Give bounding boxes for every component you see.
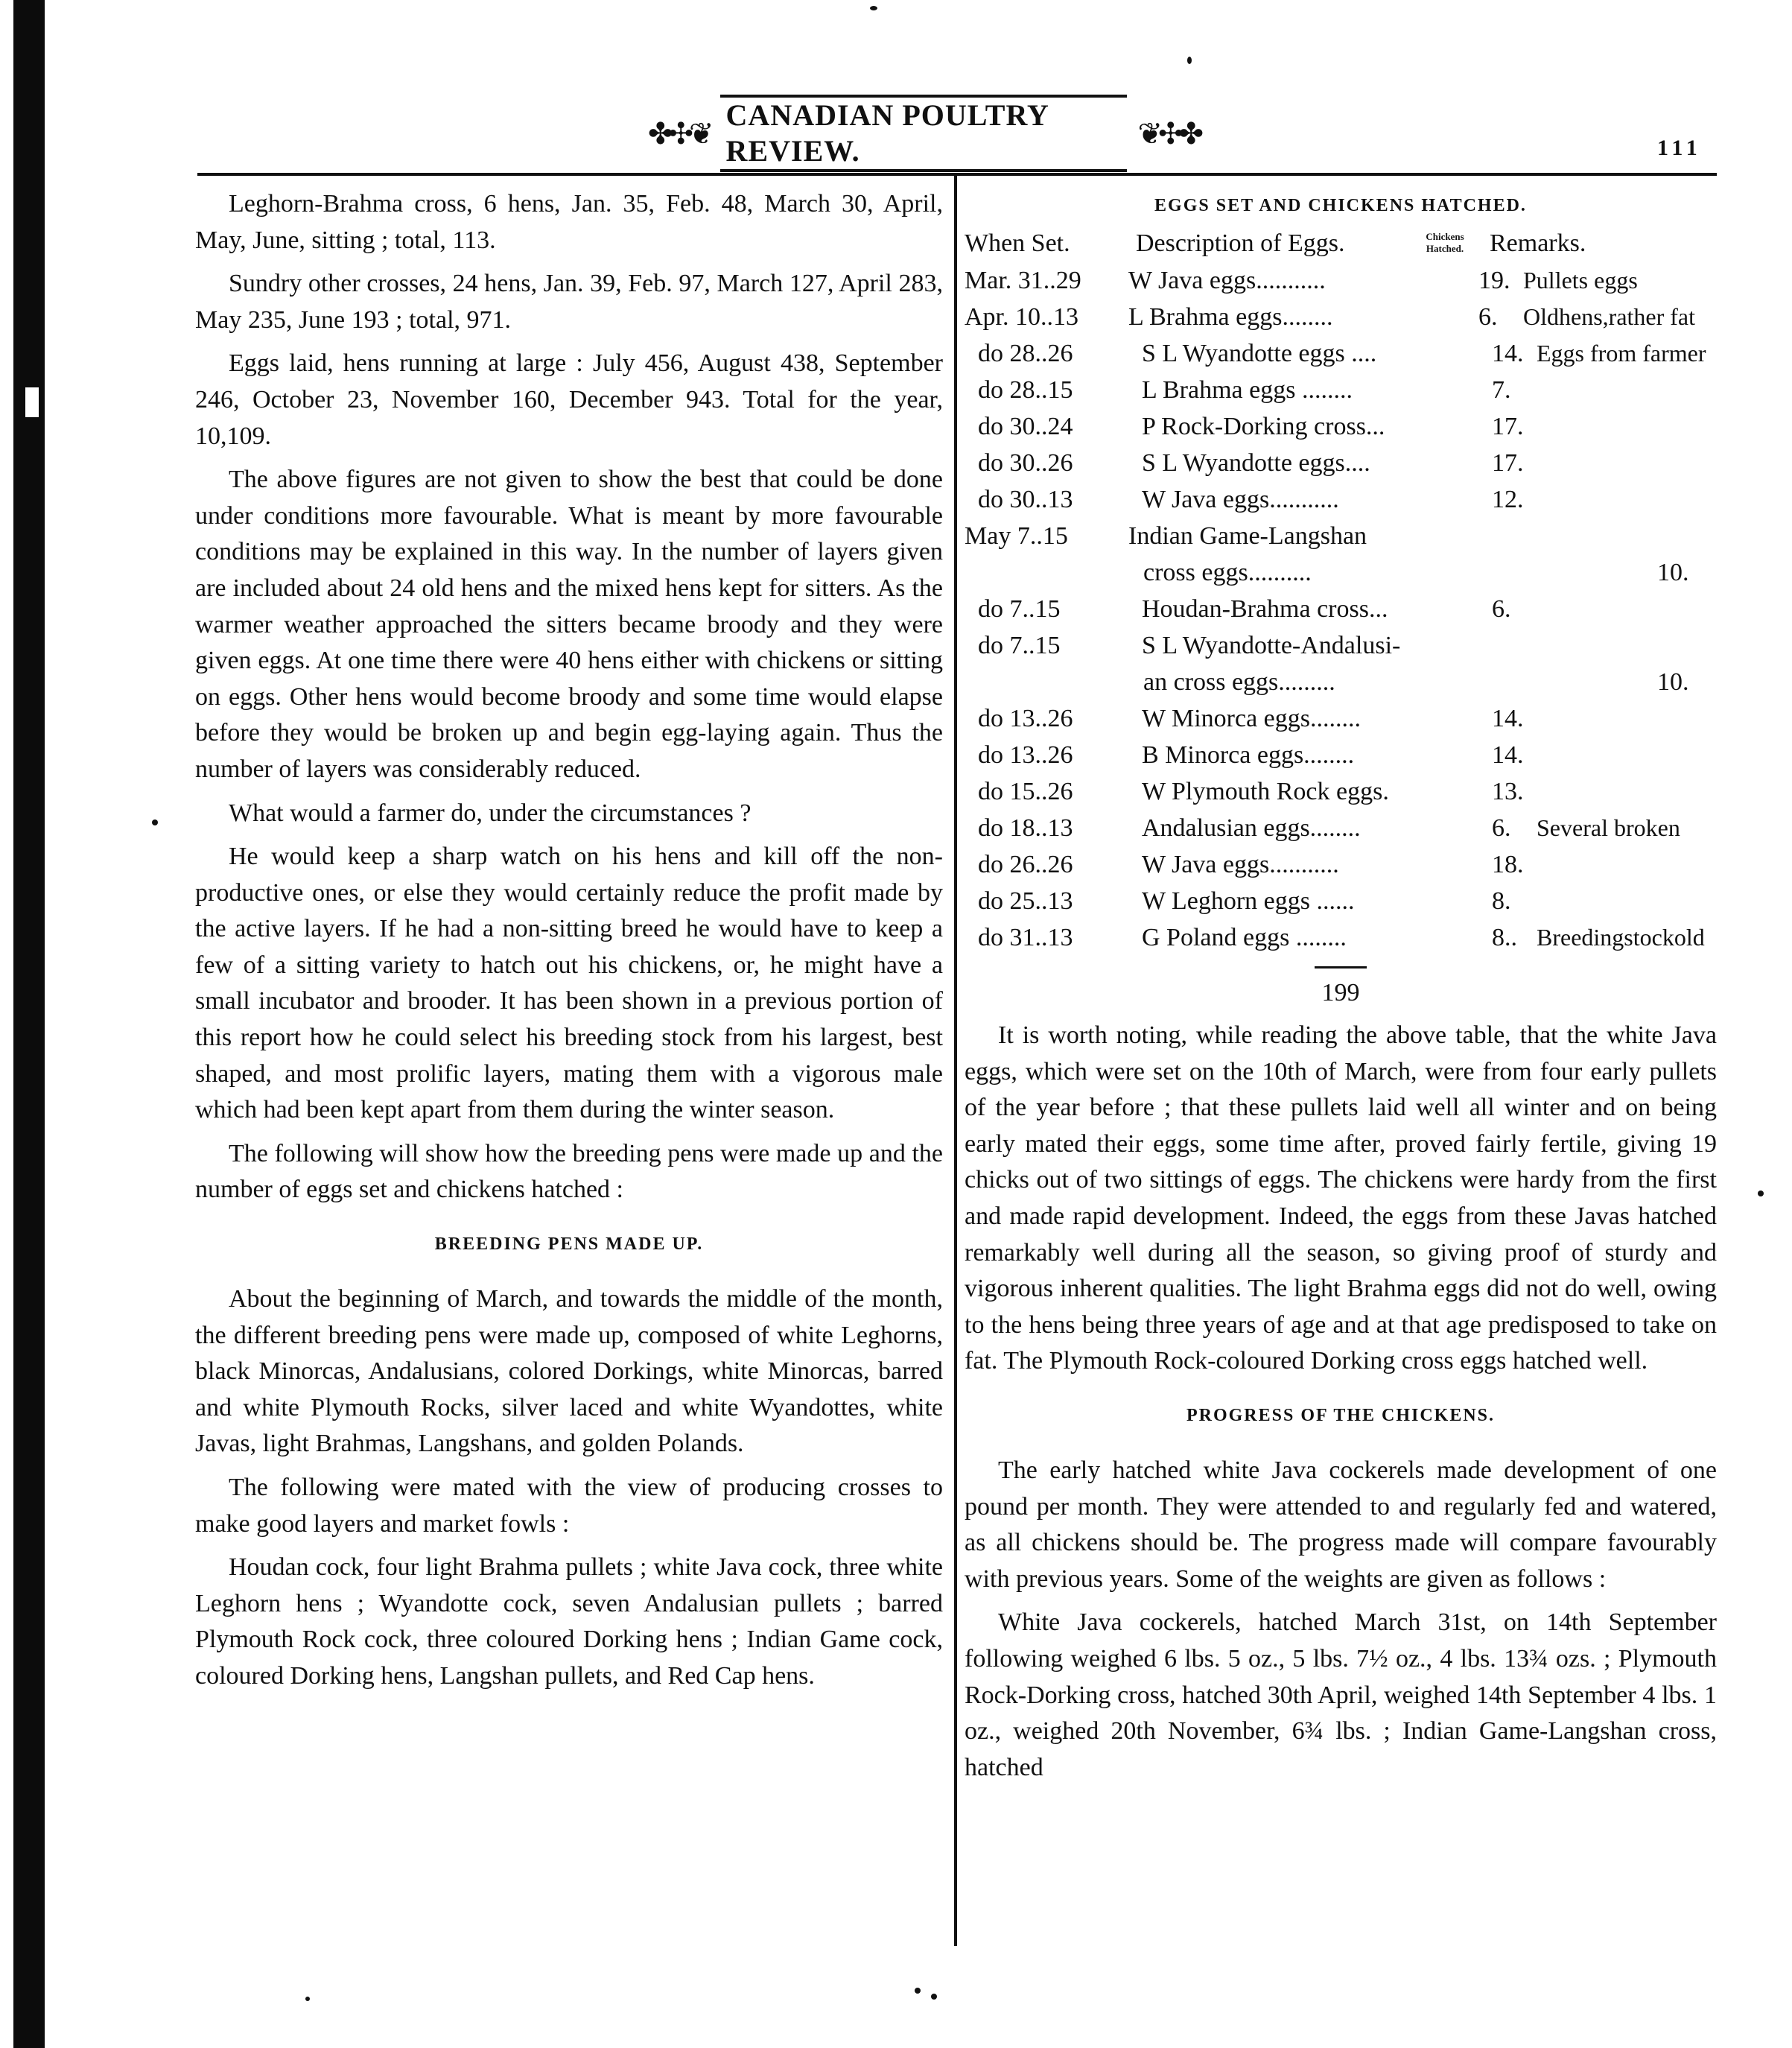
cell-description: S L Wyandotte eggs.... <box>1142 449 1370 477</box>
cell-remarks <box>1537 773 1717 810</box>
table-row-continuation <box>965 554 1717 591</box>
cell-description: cross eggs.......... <box>1143 559 1312 586</box>
cell-remarks <box>1537 445 1717 481</box>
scan-speck <box>305 1997 310 2001</box>
paragraph: The following were mated with the view of producing crosses to make good layers and market fowls : <box>195 1474 943 1538</box>
header-chickens: Chickens Hatched. <box>1426 231 1464 254</box>
cell-description: W Plymouth Rock eggs. <box>1142 778 1389 805</box>
cell-when: do 30..13 <box>978 486 1073 513</box>
paragraph: The above figures are not given to show the best that could be done under conditions more favourable. What is meant by more favourable conditions may be explained in this way. In the number of layers given are included about 24 old hens and the mixed hens kept for sitters. As the warmer weather approached the sitters became broody and they were given eggs. At one time there were 40 hens either with chickens or sitting on eggs. Other hens would become broody and some time would elapse before they would be broken up and begin egg-laying again. Thus the number of layers was considerably reduced. <box>195 466 943 783</box>
cell-chickens: 12. <box>1492 486 1524 513</box>
paragraph: White Java cockerels, hatched March 31st, on 14th September following weighed 6 lbs. 5 oz., 5 lbs. 7½ oz., 4 lbs. 13¾ ozs. ; Plymouth Rock-Dorking cross, hatched 30th April, weighed 14th September 4 lbs. 1 oz., weighed 20th November, 6¾ lbs. ; Indian Game-Langshan cross, hatched <box>965 1608 1717 1781</box>
header-description: Description of Eggs. <box>1136 229 1345 257</box>
cell-remarks <box>1537 408 1717 445</box>
cell-when: do 30..26 <box>978 449 1073 477</box>
cell-when: do 7..15 <box>978 595 1061 623</box>
right-column <box>965 186 1717 1786</box>
cell-when: do 7..15 <box>978 632 1061 659</box>
table-row <box>965 883 1717 919</box>
header-rule <box>197 173 1717 176</box>
cell-remarks: Oldhens,rather fat <box>1523 303 1696 330</box>
paragraph: He would keep a sharp watch on his hens and kill off the non-productive ones, or else they would certainly reduce the profit made by the active layers. If he had a non-sitting breed he would have to keep a few of a sitting variety to hatch out his chickens, or, he might have a small incubator and brooder. It has been shown in a previous portion of this report how he could select his breeding stock from his largest, best shaped, and most prolific layers, mating them with a vigorous male which had been kept apart from them during the winter season. <box>195 843 943 1124</box>
cell-chickens: 14. <box>1492 705 1524 732</box>
table-title: EGGS SET AND CHICKENS HATCHED. <box>1154 196 1527 215</box>
cell-description: G Poland eggs ........ <box>1142 924 1347 951</box>
table-row <box>965 591 1717 627</box>
cell-chickens <box>1492 627 1537 664</box>
cell-when: do 31..13 <box>978 924 1073 951</box>
cell-remarks: Breedingstockold <box>1537 924 1705 951</box>
cell-description: W Leghorn eggs ...... <box>1142 887 1355 915</box>
paragraph: About the beginning of March, and towards the middle of the month, the different breeding pens were made up, composed of white Leghorns, black Minorcas, Andalusians, colored Dorkings, white Minorcas, barred and white Plymouth Rocks, silver laced and white Wyandottes, white Javas, light Brahmas, Langshans, and golden Polands. <box>195 1285 943 1458</box>
cell-chickens <box>1478 518 1523 554</box>
table-row <box>965 481 1717 518</box>
table-row <box>965 773 1717 810</box>
cell-description: W Java eggs........... <box>1142 486 1339 513</box>
cell-remarks <box>1537 700 1717 737</box>
table-row <box>965 445 1717 481</box>
cell-when: May 7..15 <box>965 522 1068 550</box>
cell-when: do 28..15 <box>978 376 1073 404</box>
table-body <box>965 262 1717 956</box>
cell-when: do 18..13 <box>978 814 1073 842</box>
cell-remarks <box>1523 518 1717 554</box>
cell-when: do 30..24 <box>978 413 1073 440</box>
cell-when: do 26..26 <box>978 851 1073 878</box>
column-rule <box>954 173 957 1946</box>
page-number: 111 <box>1657 136 1702 160</box>
cell-when: Apr. 10..13 <box>965 303 1078 331</box>
header-remarks: Remarks. <box>1490 229 1586 257</box>
paragraph: Houdan cock, four light Brahma pullets ; white Java cock, three white Leghorn hens ; Wyandotte cock, seven Andalusian pullets ; barred Plymouth Rock cock, three coloured Dorking hens ; Indian Game cock, coloured Dorking hens, Langshan pullets, and Red Cap hens. <box>195 1553 943 1690</box>
cell-description: S L Wyandotte-Andalusi- <box>1142 632 1401 659</box>
cell-description: Houdan-Brahma cross... <box>1142 595 1388 623</box>
paragraph: The following will show how the breeding pens were made up and the number of eggs set and chickens hatched : <box>195 1139 943 1204</box>
masthead <box>648 98 1199 168</box>
cell-chickens: 17. <box>1492 449 1524 477</box>
cell-chickens: 8. <box>1492 887 1511 915</box>
table-row <box>965 335 1717 372</box>
cell-remarks: Pullets eggs <box>1523 267 1638 294</box>
table-row <box>965 846 1717 883</box>
cell-chickens: 6. <box>1478 303 1498 331</box>
cell-chickens: 8.. <box>1492 924 1517 951</box>
table-row <box>965 919 1717 956</box>
table-row <box>965 627 1717 664</box>
cell-chickens: 10. <box>1657 668 1689 696</box>
cell-remarks <box>1537 846 1717 883</box>
paragraph: It is worth noting, while reading the above table, that the white Java eggs, which were set on the 10th of March, were from four early pullets of the year before ; that these pullets laid well all winter and on being early mated their eggs, some time after, proved fairly fertile, giving 19 chicks out of two sittings of eggs. The chickens were hardy from the first and made rapid development. Indeed, the eggs from these Javas hatched remarkably well during all the season, so giving proof of sturdy and vigorous inherent qualities. The light Brahma eggs did not do well, owing to the hens being three years of age and at that age predisposed to take on fat. The Plymouth Rock-coloured Dorking cross eggs hatched well. <box>965 1021 1717 1375</box>
cell-chickens: 7. <box>1492 376 1511 404</box>
cell-when: do 13..26 <box>978 705 1073 732</box>
table-total: 199 <box>1321 979 1360 1006</box>
cell-chickens: 13. <box>1492 778 1524 805</box>
scan-speck <box>1758 1191 1764 1196</box>
cell-chickens: 6. <box>1492 814 1511 842</box>
scan-speck <box>152 819 158 825</box>
cell-remarks <box>1537 627 1717 664</box>
right-ornament-icon: ❦✣✤ <box>1137 116 1199 150</box>
paragraph: The early hatched white Java cockerels made development of one pound per month. They were attended to and regularly fed and watered, as all chickens should be. The progress made will compare favourably with previous years. Some of the weights are given as follows : <box>965 1456 1717 1593</box>
table-row <box>965 700 1717 737</box>
paragraph: Eggs laid, hens running at large : July 456, August 438, September 246, October 23, November 160, December 943. Total for the year, 10,109. <box>195 349 943 450</box>
cell-remarks <box>1537 591 1717 627</box>
section-heading: BREEDING PENS MADE UP. <box>434 1234 704 1255</box>
cell-remarks <box>1537 481 1717 518</box>
cell-remarks <box>1537 883 1717 919</box>
cell-description: W Java eggs........... <box>1128 267 1326 294</box>
cell-description: P Rock-Dorking cross... <box>1142 413 1385 440</box>
cell-description: Andalusian eggs........ <box>1142 814 1361 842</box>
cell-description: W Minorca eggs........ <box>1142 705 1361 732</box>
total-rule <box>1315 966 1367 968</box>
table-row <box>965 810 1717 846</box>
cell-chickens: 17. <box>1492 413 1524 440</box>
masthead-title: CANADIAN POULTRY REVIEW. <box>720 95 1128 172</box>
scan-speck <box>931 1994 937 2000</box>
cell-when: do 13..26 <box>978 741 1073 769</box>
table-row-continuation <box>965 664 1717 700</box>
cell-chickens: 18. <box>1492 851 1524 878</box>
cell-when: do 28..26 <box>978 340 1073 367</box>
scan-speck <box>915 1988 921 1994</box>
paragraph: Leghorn-Brahma cross, 6 hens, Jan. 35, Feb. 48, March 30, April, May, June, sitting ; total, 113. <box>195 190 943 254</box>
table-header <box>965 225 1717 262</box>
cell-remarks: Several broken <box>1537 814 1680 841</box>
cell-chickens: 19. <box>1478 267 1510 294</box>
scan-speck <box>1187 57 1192 64</box>
cell-chickens: 10. <box>1657 559 1689 586</box>
cell-when: Mar. 31..29 <box>965 267 1081 294</box>
table-row <box>965 299 1717 335</box>
cell-chickens: 14. <box>1492 741 1524 769</box>
cell-description: L Brahma eggs ........ <box>1142 376 1353 404</box>
scan-edge-shadow <box>13 0 45 2048</box>
cell-description: S L Wyandotte eggs .... <box>1142 340 1377 367</box>
cell-when: do 15..26 <box>978 778 1073 805</box>
header-when: When Set. <box>965 229 1070 257</box>
table-row <box>965 408 1717 445</box>
scan-speck <box>870 6 877 10</box>
cell-description: L Brahma eggs........ <box>1128 303 1333 331</box>
cell-remarks <box>1537 737 1717 773</box>
paragraph: What would a farmer do, under the circumstances ? <box>229 799 752 827</box>
cell-chickens: 14. <box>1492 340 1524 367</box>
table-row <box>965 372 1717 408</box>
cell-remarks <box>1537 372 1717 408</box>
cell-description: an cross eggs......... <box>1143 668 1335 696</box>
cell-description: B Minorca eggs........ <box>1142 741 1355 769</box>
scan-edge-nick <box>25 387 39 417</box>
table-row <box>965 518 1717 554</box>
left-ornament-icon: ✤✣❦ <box>648 116 710 150</box>
cell-description: Indian Game-Langshan <box>1128 522 1367 550</box>
cell-chickens: 6. <box>1492 595 1511 623</box>
section-heading: PROGRESS OF THE CHICKENS. <box>1186 1405 1496 1425</box>
paragraph: Sundry other crosses, 24 hens, Jan. 39, Feb. 97, March 127, April 283, May 235, June 193 ; total, 971. <box>195 270 943 334</box>
cell-remarks: Eggs from farmer <box>1537 340 1706 367</box>
table-row <box>965 737 1717 773</box>
table-row <box>965 262 1717 299</box>
left-column <box>195 186 943 1695</box>
cell-when: do 25..13 <box>978 887 1073 915</box>
cell-description: W Java eggs........... <box>1142 851 1339 878</box>
